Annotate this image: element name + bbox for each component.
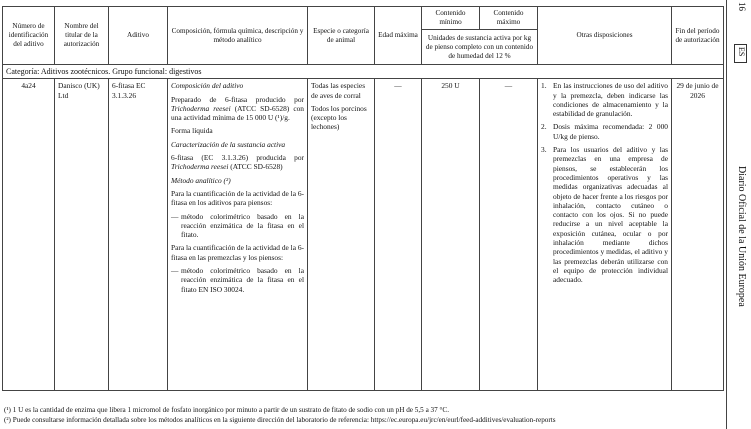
cell-end-date: 29 de junio de 2026 xyxy=(672,79,724,391)
page-number: 16 xyxy=(737,2,747,11)
header-row xyxy=(3,7,724,30)
footnote-2: (²) Puede consultarse información detallada sobre los métodos analíticos en la siguiente dirección del laboratorio de referencia: https://ec.europa.eu/jrc/en/eurl/feed-additives/evaluation-reports xyxy=(4,416,556,424)
cell-max-content: — xyxy=(480,79,538,391)
side-margin xyxy=(726,0,751,429)
header-max-content: Contenido máximo xyxy=(480,7,538,30)
cell-provisions xyxy=(538,79,672,391)
cell-max-age: — xyxy=(375,79,422,391)
method-item-1: — método colorimétrico basado en la reacción enzimática de la fitasa en el fitato. xyxy=(171,211,304,240)
data-row xyxy=(3,79,724,391)
species-poultry: Todas las especies de aves de corral xyxy=(311,81,366,100)
header-additive: Aditivo xyxy=(109,7,168,65)
species-porcine: Todos los porcinos (excepto los lechones) xyxy=(311,103,367,132)
header-holder: Nombre del titular de la autorización xyxy=(55,7,109,65)
characterization-title: Caracterización de la sustancia activa xyxy=(171,139,286,149)
provision-item: 1. En las instrucciones de uso del aditivo y la premezcla, deben indicarse las condiciones de almacenamiento y la estabilidad de granulación. xyxy=(541,81,668,119)
cell-composition xyxy=(168,79,308,391)
composition-text: Preparado de 6-fitasa producido por Trichoderma reesei (ATCC SD-6528) con una actividad mínima de 15 000 U (¹)/g. xyxy=(171,94,304,123)
cell-holder: Danisco (UK) Ltd xyxy=(55,79,109,391)
header-min-content: Contenido mínimo xyxy=(422,7,480,30)
cell-min-content: 250 U xyxy=(422,79,480,391)
header-provisions: Otras disposiciones xyxy=(538,7,672,65)
footnote-1: (¹) 1 U es la cantidad de enzima que libera 1 micromol de fosfato inorgánico por minuto a partir de un sustrato de fitato de sodio con un pH de 5,5 a 37 °C. xyxy=(4,406,450,414)
header-species: Especie o categoría de animal xyxy=(308,7,375,65)
header-composition: Composición, fórmula química, descripción y método analítico xyxy=(168,7,308,65)
provision-item: 2. Dosis máxima recomendada: 2 000 U/kg de pienso. xyxy=(541,122,668,141)
provision-item: 3. Para los usuarios del aditivo y las premezclas en una empresa de piensos, se establecerán los procedimientos operativos y las medidas organizativas adecuadas al objeto de hacer frente a los riesgos por inhalación, contacto cutáneo o contacto con los ojos. Si no puede reducirse a un nivel aceptable la exposición cutánea, ocular o por inhalación mediante dichos procedimientos y medidas, el aditivo y las premezclas deberán utilizarse con el equipo de protección individual adecuado. xyxy=(541,145,668,285)
method-title: Método analítico (²) xyxy=(171,175,231,185)
characterization-text: 6-fitasa (EC 3.1.3.26) producida por Trichoderma reesei (ATCC SD-6528) xyxy=(171,153,304,172)
cell-id: 4a24 xyxy=(3,79,55,391)
cell-species xyxy=(308,79,375,391)
header-end-date: Fin del período de autorización xyxy=(672,7,724,65)
language-badge: ES xyxy=(734,44,747,63)
composition-title: Composición del aditivo xyxy=(171,81,244,91)
header-units: Unidades de sustancia activa por kg de pienso completo con un contenido de humedad del 12 % xyxy=(422,30,538,65)
header-max-age: Edad máxima xyxy=(375,7,422,65)
method-paragraph-1: Para la cuantificación de la actividad de la 6-fitasa en los aditivos para piensos: xyxy=(171,188,304,208)
form-text: Forma líquida xyxy=(171,126,213,136)
authorization-table xyxy=(2,6,724,391)
footnotes xyxy=(4,405,724,425)
method-item-2: — método colorimétrico basado en la reacción enzimática de la fitasa en el fitato EN ISO 30024. xyxy=(171,266,304,294)
method-paragraph-2: Para la cuantificación de la actividad de la 6-fitasa en las premezclas y los piensos: xyxy=(171,243,304,262)
cell-additive: 6-fitasa EC 3.1.3.26 xyxy=(109,79,168,391)
journal-title: Diario Oficial de la Unión Europea xyxy=(736,166,747,307)
category-row xyxy=(3,65,724,79)
header-id: Número de identificación del aditivo xyxy=(3,7,55,65)
category-label: Categoría: Aditivos zootécnicos. Grupo funcional: digestivos xyxy=(3,65,724,79)
